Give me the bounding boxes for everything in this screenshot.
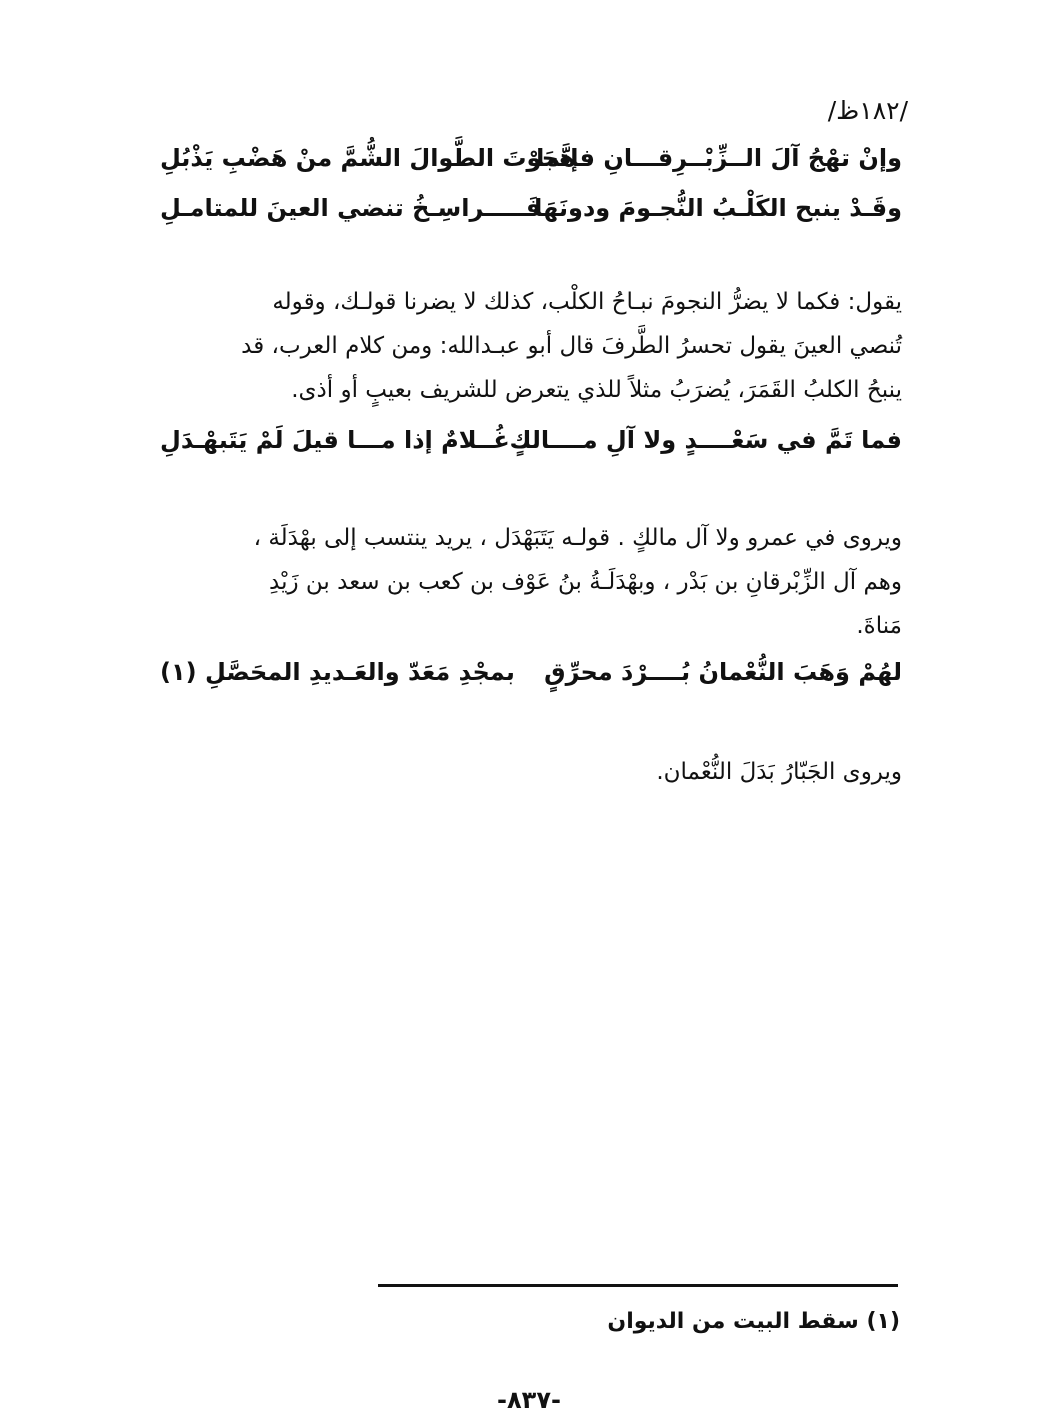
commentary-1-line-2: تُنصي العينَ يقول تحسرُ الطَّرفَ قال أبو عبـدالله: ومن كلام العرب، قد: [241, 333, 902, 359]
verse-3-first-hemistich: فما تَمَّ في سَعْــــدٍ ولا آلِ مــــالكٍ: [509, 426, 902, 454]
verse-1-first-hemistich: وإنْ تهْجُ آلَ الــزِّبْــرِقـــانِ فإنَّما: [536, 144, 902, 172]
verse-line-1: [160, 136, 902, 180]
commentary-3-line-1: ويروى الجَبّارُ بَدَلَ النُّعْمان.: [656, 759, 902, 785]
verse-3-second-hemistich: غُــلامٌ إذا مـــا قيلَ لَمْ يَتَبهْـدَلِ: [160, 426, 510, 454]
verse-1-second-hemistich: هَجَوْتَ الطَّوالَ الشُّمَّ منْ هَضْبِ يَذْبُلِ: [160, 144, 576, 172]
verse-line-2: [160, 186, 902, 230]
commentary-paragraph-3: [160, 750, 902, 794]
verse-line-4: [160, 650, 902, 694]
commentary-paragraph-2: [160, 516, 902, 648]
commentary-2-line-3: مَناةَ.: [856, 613, 902, 639]
folio-marker: /١٨٢ظ/: [827, 96, 908, 125]
verse-4-second-hemistich: بمجْدِ مَعَدّ والعَـديدِ المحَصَّلِ (١): [160, 658, 515, 686]
commentary-paragraph-1: [160, 280, 902, 412]
verse-2-second-hemistich: فَـــــراسِـخُ تنضي العينَ للمتامـلِ: [160, 194, 542, 222]
verse-2-first-hemistich: وقَـدْ ينبح الكَلْـبُ النُّجـومَ ودونَهَا: [534, 194, 902, 222]
verse-line-3: [160, 418, 902, 462]
commentary-1-line-3: ينبحُ الكلبُ القَمَرَ، يُضرَبُ مثلاً للذي يتعرض للشريف بعيبٍ أو أذى.: [291, 377, 902, 403]
footnote: (١) سقط البيت من الديوان: [607, 1309, 900, 1334]
verse-4-first-hemistich: لهُمْ وَهَبَ النُّعْمانُ بُــــرْدَ محرِّقٍ: [544, 658, 902, 686]
commentary-1-line-1: يقول: فكما لا يضرُّ النجومَ نبـاحُ الكلْب، كذلك لا يضرنا قولـك، وقوله: [272, 289, 902, 315]
commentary-2-line-2: وهم آل الزِّبْرقانِ بن بَدْر ، وبهْدَلَـةُ بنُ عَوْف بن كعب بن سعد بن زَيْدِ: [269, 569, 902, 595]
page-number: -٨٣٧-: [497, 1386, 561, 1414]
footnote-separator: [378, 1284, 898, 1287]
commentary-2-line-1: ويروى في عمرو ولا آل مالكٍ . قولـه يَتَبَهْدَل ، يريد ينتسب إلى بهْدَلَة ،: [253, 525, 902, 551]
